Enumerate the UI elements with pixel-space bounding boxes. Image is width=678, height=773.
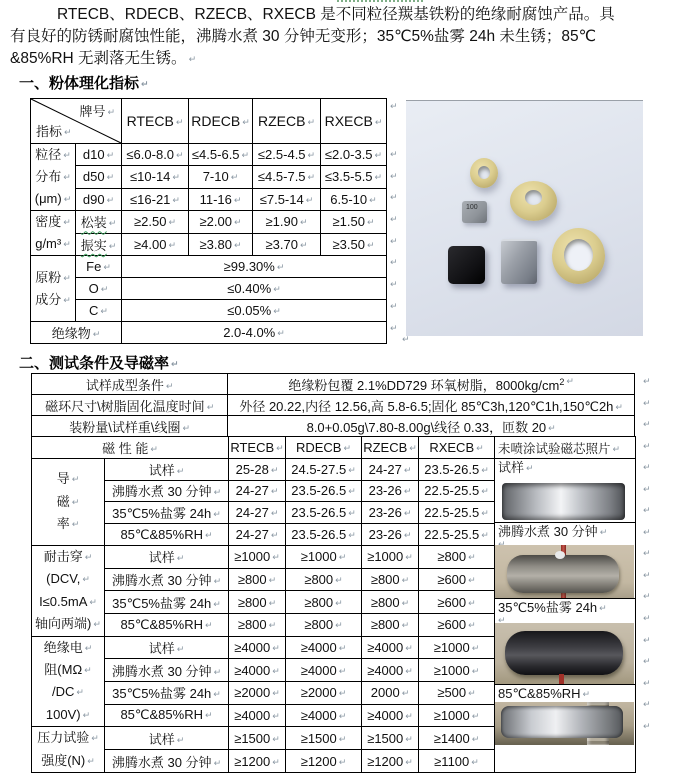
value-cell: 25-28 ↵	[229, 458, 286, 480]
table-row	[32, 437, 495, 459]
black-square-core	[448, 246, 485, 284]
large-toroid-core	[552, 228, 605, 284]
value-cell: 23-26 ↵	[362, 524, 419, 546]
row-label: 松装 ↵	[76, 211, 122, 234]
value-cell: ≥800 ↵	[229, 613, 286, 636]
value-cell: 22.5-25.5 ↵	[419, 502, 495, 524]
core-photo-humidity	[495, 702, 634, 745]
photo-column-header: 未喷涂试验磁芯照片 ↵	[495, 437, 635, 459]
value-cell: ≤0.40% ↵	[122, 278, 387, 300]
value-cell: 11-16 ↵	[189, 188, 253, 210]
row-label: d90 ↵	[76, 188, 122, 210]
value-cell: ≥3.50 ↵	[321, 233, 387, 256]
superscript: $^2$ ↵	[559, 377, 574, 387]
permeability-group-label: 导 ↵ 磁 ↵ 率 ↵	[32, 458, 105, 545]
paragraph-mark-icon	[643, 548, 651, 570]
value-cell: ≥1000 ↵	[419, 636, 495, 659]
condition-label: 沸腾水煮 30 分钟 ↵	[105, 568, 229, 591]
paragraph-mark-icon	[643, 699, 651, 721]
photo-cell-humidity	[495, 685, 635, 745]
value-cell: ≥1500 ↵	[286, 727, 362, 750]
table-row	[31, 256, 387, 278]
value-cell: ≥4.00 ↵	[122, 233, 189, 256]
value-cell: ≥1400 ↵	[419, 727, 495, 750]
toroid-ring	[507, 555, 619, 593]
value-cell: ≤0.05% ↵	[122, 300, 387, 322]
intro-paragraph	[10, 4, 666, 70]
value-cell: 8.0+0.05g\7.80-8.00g\线径 0.33，匝数 20 ↵	[228, 416, 635, 437]
corner-cell	[31, 99, 122, 144]
metal-cube-core	[501, 239, 537, 284]
value-cell: ≤2.0-3.5 ↵	[321, 144, 387, 166]
row-label: d10 ↵	[76, 144, 122, 166]
value-cell: ≥1000 ↵	[419, 704, 495, 727]
row-label: O ↵	[76, 278, 122, 300]
value-cell: ≥4000 ↵	[286, 659, 362, 682]
row-label: 装粉量\试样重\线圈 ↵	[32, 416, 228, 437]
condition-label: 沸腾水煮 30 分钟 ↵	[105, 480, 229, 502]
value-cell: ≥1500 ↵	[229, 727, 286, 750]
value-cell: ≥1000 ↵	[229, 545, 286, 568]
value-cell: 6.5-10 ↵	[321, 188, 387, 210]
value-cell: ≥800 ↵	[229, 591, 286, 614]
condition-label: 35℃5%盐雾 24h ↵	[105, 502, 229, 524]
value-cell: ≥800 ↵	[362, 568, 419, 591]
condition-label: 35℃5%盐雾 24h ↵	[105, 681, 229, 704]
value-cell: 7-10 ↵	[189, 166, 253, 188]
value-cell: ≥800 ↵	[286, 591, 362, 614]
condition-label: 试样 ↵	[105, 636, 229, 659]
photo-label: 试样 ↵	[495, 459, 635, 476]
value-cell: ≥4000 ↵	[229, 659, 286, 682]
brand-header: RXECB ↵	[419, 437, 495, 459]
paragraph-mark-icon	[643, 570, 651, 592]
row-label: d50 ↵	[76, 166, 122, 188]
value-cell: ≥2000 ↵	[286, 681, 362, 704]
row-label: 试样成型条件 ↵	[32, 374, 228, 395]
paragraph-mark-icon	[390, 171, 398, 193]
perf-header: 磁 性 能 ↵	[32, 437, 229, 459]
paragraph-marks-column	[390, 101, 398, 344]
brand-header: RTECB ↵	[229, 437, 286, 459]
row-label: 磁环尺寸\树脂固化温度时间 ↵	[32, 395, 228, 416]
value-cell: ≥1500 ↵	[362, 727, 419, 750]
value-cell: ≥600 ↵	[419, 613, 495, 636]
density-group-label: 密度 ↵ g/m³ ↵	[31, 211, 76, 256]
paragraph-mark-icon	[390, 257, 398, 279]
magnetic-performance-table	[31, 436, 495, 773]
value-cell: ≤4.5-6.5 ↵	[189, 144, 253, 166]
intro-line: RTECB、RDECB、RZECB、RXECB 是不同粒径羰基铁粉的绝缘耐腐蚀产品。具	[57, 6, 615, 23]
value-cell: ≥2.50 ↵	[122, 211, 189, 234]
paragraph-mark-icon	[390, 192, 398, 214]
value-cell: ≥1000 ↵	[362, 545, 419, 568]
value-cell: ≥3.70 ↵	[253, 233, 321, 256]
paragraph-mark-icon	[643, 462, 651, 484]
product-cores-photo	[406, 100, 643, 336]
core-photo-column	[495, 436, 636, 773]
powder-table	[30, 98, 387, 344]
value-cell: ≥500 ↵	[419, 681, 495, 704]
value-cell: ≥800 ↵	[419, 545, 495, 568]
corner-top-label: 牌号 ↵	[79, 101, 115, 120]
core-photo-sample	[502, 483, 625, 520]
paragraph-mark-icon	[390, 301, 398, 323]
paragraph-mark-icon	[643, 656, 651, 678]
paragraph-mark-icon	[643, 527, 651, 549]
core-photo-boiled	[495, 545, 634, 598]
paragraph-mark-icon	[643, 591, 651, 613]
table-row	[32, 636, 495, 659]
value-cell: 24.5-27.5 ↵	[286, 458, 362, 480]
value-cell: 23.5-26.5 ↵	[286, 524, 362, 546]
table-row	[32, 416, 635, 437]
value-cell: 绝缘粉包覆 2.1%DD729 环氧树脂，$8000kg/cm^2$ ↵	[228, 374, 635, 395]
brand-header: RDECB ↵	[189, 99, 253, 144]
value-cell: ≥1200 ↵	[286, 750, 362, 773]
intro-line: &85%RH 无剥落无生锈。 ↵	[10, 48, 666, 70]
value-cell: 24-27 ↵	[229, 524, 286, 546]
table-row	[31, 211, 387, 234]
condition-label: 沸腾水煮 30 分钟 ↵	[105, 659, 229, 682]
table-row	[32, 374, 635, 395]
table-row	[32, 727, 495, 750]
paragraph-marks-column	[643, 376, 651, 742]
table-row	[32, 395, 635, 416]
table-row	[31, 322, 387, 344]
particle-size-group-label: 粒径 ↵ 分布 ↵ (μm) ↵	[31, 144, 76, 211]
breakdown-group-label: 耐击穿 ↵ (DCV, ↵ I≤0.5mA ↵ 轴向两端) ↵	[32, 545, 105, 636]
paragraph-mark-icon	[643, 678, 651, 700]
value-cell: ≥4000 ↵	[229, 704, 286, 727]
value-cell: ≥3.80 ↵	[189, 233, 253, 256]
value-cell: 外径 20.22,内径 12.56,高 5.8-6.5;固化 85℃3h,120℃1h,150℃2h ↵	[228, 395, 635, 416]
value-cell: ≥1.90 ↵	[253, 211, 321, 234]
value-cell: ≥1.50 ↵	[321, 211, 387, 234]
toroid-ring	[505, 631, 623, 675]
value-cell: ≥2000 ↵	[229, 681, 286, 704]
value-cell: ≥600 ↵	[419, 568, 495, 591]
paragraph-mark-icon	[643, 613, 651, 635]
table-row	[32, 458, 495, 480]
paragraph-mark-icon	[643, 635, 651, 657]
value-cell: ≥1100 ↵	[419, 750, 495, 773]
value-cell: ≥800 ↵	[229, 568, 286, 591]
brand-header: RZECB ↵	[362, 437, 419, 459]
value-cell: 2.0-4.0% ↵	[122, 322, 387, 344]
insulation-label: 绝缘物 ↵	[31, 322, 122, 344]
value-cell: ≥1000 ↵	[286, 545, 362, 568]
value-cell: ≥1200 ↵	[229, 750, 286, 773]
value-cell: 23-26 ↵	[362, 480, 419, 502]
value-cell: 23-26 ↵	[362, 502, 419, 524]
paragraph-mark-icon	[643, 419, 651, 441]
value-cell: 24-27 ↵	[229, 502, 286, 524]
section2-title: 二、测试条件及导磁率 ↵	[19, 352, 179, 373]
medium-toroid-core	[510, 181, 557, 221]
value-cell: ≥800 ↵	[362, 613, 419, 636]
value-cell: ≥4000 ↵	[362, 636, 419, 659]
section1-title: 一、粉体理化指标 ↵	[19, 72, 149, 93]
value-cell: ≥4000 ↵	[286, 704, 362, 727]
photo-label: 沸腾水煮 30 分钟 ↵	[495, 523, 635, 540]
photo-label: 85℃&85%RH ↵	[495, 685, 635, 702]
condition-label: 沸腾水煮 30 分钟 ↵	[105, 750, 229, 773]
table-row	[31, 300, 387, 322]
pressure-strength-group-label: 压力试验 ↵ 强度(N) ↵	[32, 727, 105, 773]
brand-header: RDECB ↵	[286, 437, 362, 459]
value-cell: 22.5-25.5 ↵	[419, 480, 495, 502]
red-wire	[559, 674, 564, 684]
paragraph-mark-icon	[643, 398, 651, 420]
row-label: 振实 ↵	[76, 233, 122, 256]
paragraph-mark-icon	[643, 376, 651, 398]
paragraph-mark-icon	[643, 484, 651, 506]
value-cell: ≥1000 ↵	[419, 659, 495, 682]
paragraph-mark-icon	[390, 279, 398, 301]
value-cell: ≥800 ↵	[286, 613, 362, 636]
value-cell: ≥4000 ↵	[362, 659, 419, 682]
row-label: C ↵	[76, 300, 122, 322]
value-cell: ≤7.5-14 ↵	[253, 188, 321, 210]
value-cell: ≤16-21 ↵	[122, 188, 189, 210]
condition-label: 85℃&85%RH ↵	[105, 613, 229, 636]
paragraph-mark-icon	[402, 334, 410, 345]
value-cell: 24-27 ↵	[229, 480, 286, 502]
test-conditions-table	[31, 373, 636, 773]
small-toroid-core	[470, 158, 498, 188]
intro-line: 有良好的防锈耐腐蚀性能，沸腾水煮 30 分钟无变形；35℃5%盐雾 24h 未生锈；85℃	[10, 28, 597, 45]
composition-group-label: 原粉 ↵ 成分 ↵	[31, 256, 76, 322]
value-cell: ≥1200 ↵	[362, 750, 419, 773]
highlight	[555, 551, 565, 559]
row-label: Fe ↵	[76, 256, 122, 278]
photo-label: 35℃5%盐雾 24h ↵	[495, 599, 635, 616]
value-cell: ≥600 ↵	[419, 591, 495, 614]
table-row	[31, 166, 387, 188]
brand-header: RTECB ↵	[122, 99, 189, 144]
value-cell: ≥99.30% ↵	[122, 256, 387, 278]
paragraph-mark-icon	[390, 323, 398, 345]
photo-cell-boiled	[495, 523, 635, 599]
value-cell: 2000 ↵	[362, 681, 419, 704]
value-cell: 23.5-26.5 ↵	[286, 480, 362, 502]
table-row	[31, 278, 387, 300]
table-row	[31, 233, 387, 256]
paragraph-mark-icon	[643, 441, 651, 463]
value-cell: ≤6.0-8.0 ↵	[122, 144, 189, 166]
paragraph-mark-icon	[390, 214, 398, 236]
value-cell: ≤2.5-4.5 ↵	[253, 144, 321, 166]
value-cell: ≥4000 ↵	[286, 636, 362, 659]
brand-header: RZECB ↵	[253, 99, 321, 144]
table-row	[31, 99, 387, 144]
condition-label: 35℃5%盐雾 24h ↵	[105, 591, 229, 614]
corner-bottom-label: 指标 ↵	[36, 121, 72, 140]
core-photo-saltspray	[495, 623, 634, 684]
toroid-ring	[501, 706, 623, 738]
table-row	[31, 188, 387, 210]
value-cell: ≤4.5-7.5 ↵	[253, 166, 321, 188]
photo-cell-sample	[495, 459, 635, 523]
value-cell: ≥4000 ↵	[229, 636, 286, 659]
condition-label: 试样 ↵	[105, 727, 229, 750]
paragraph-mark-icon	[390, 101, 398, 149]
paragraph-mark-icon	[643, 721, 651, 743]
table-row	[31, 144, 387, 166]
table-row	[32, 545, 495, 568]
value-cell: 23.5-26.5 ↵	[286, 502, 362, 524]
condition-label: 85℃&85%RH ↵	[105, 524, 229, 546]
paragraph-mark-icon	[643, 505, 651, 527]
value-cell: ≥800 ↵	[362, 591, 419, 614]
paragraph-mark-icon	[390, 236, 398, 258]
value-cell: ≤3.5-5.5 ↵	[321, 166, 387, 188]
photo-cell-saltspray	[495, 599, 635, 685]
brand-header: RXECB ↵	[321, 99, 387, 144]
value-cell: ≥800 ↵	[286, 568, 362, 591]
value-cell: 24-27 ↵	[362, 458, 419, 480]
value-cell: 23.5-26.5 ↵	[419, 458, 495, 480]
value-cell: ≥2.00 ↵	[189, 211, 253, 234]
condition-label: 试样 ↵	[105, 458, 229, 480]
smd-inductor-chip: 100	[462, 201, 487, 223]
value-cell: ≤10-14 ↵	[122, 166, 189, 188]
paragraph-mark-icon	[390, 149, 398, 171]
insulation-resistance-group-label: 绝缘电 ↵ 阻(MΩ ↵ /DC ↵ 100V) ↵	[32, 636, 105, 727]
condition-label: 85℃&85%RH ↵	[105, 704, 229, 727]
value-cell: 22.5-25.5 ↵	[419, 524, 495, 546]
value-cell: ≥4000 ↵	[362, 704, 419, 727]
setup-rows-table	[31, 373, 635, 437]
condition-label: 试样 ↵	[105, 545, 229, 568]
